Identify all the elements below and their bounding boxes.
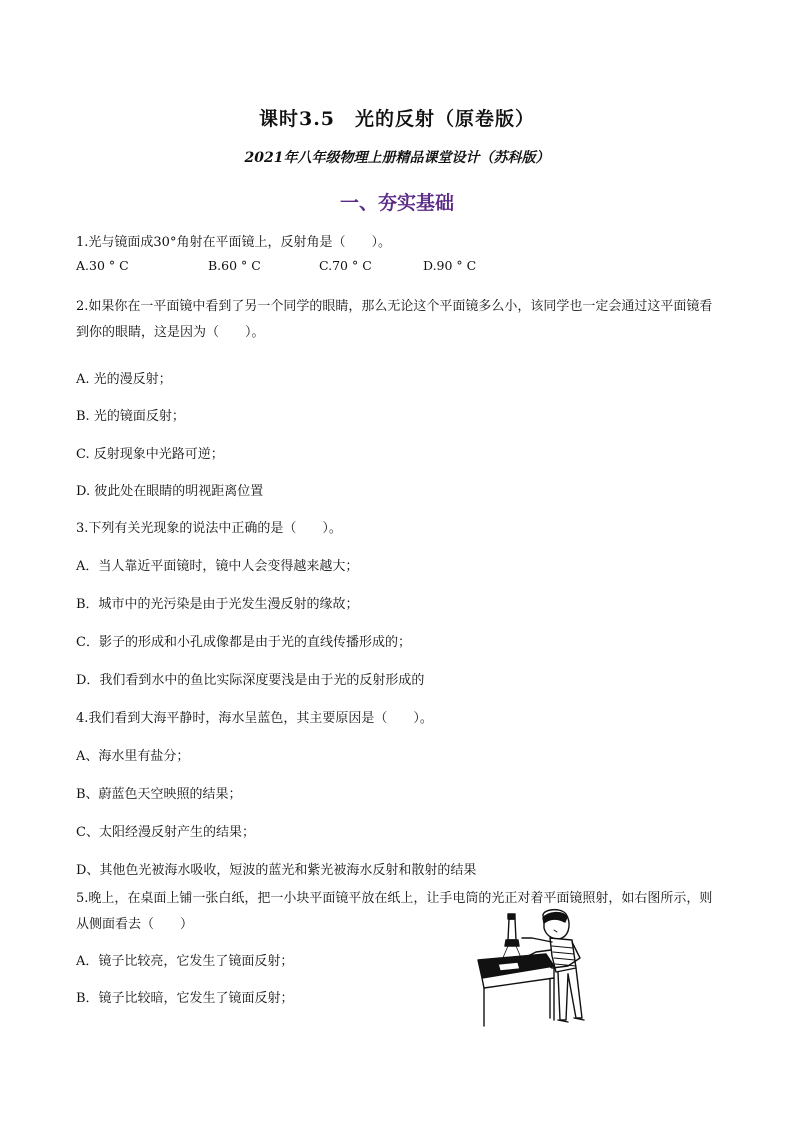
section-heading: 一、夯实基础	[339, 192, 454, 214]
question-1-stem: 1.光与镜面成30°角射在平面镜上，反射角是（ ）。	[76, 235, 391, 250]
question-3-stem: 3.下列有关光现象的说法中正确的是（ ）。	[76, 521, 342, 536]
question-5-stem: 5.晚上，在桌面上铺一张白纸，把一小块平面镜平放在纸上，让手电筒的光正对着平面镜照射，如右图所示，则从侧面看去（ ）	[76, 891, 713, 932]
question-1-option-b: B.60 ° C	[208, 258, 261, 273]
question-2-option-b: B. 光的镜面反射；	[76, 409, 185, 424]
question-4-option-a: A、海水里有盐分；	[76, 749, 190, 764]
question-1-option-d: D.90 ° C	[423, 258, 477, 273]
question-2-stem: 2.如果你在一平面镜中看到了另一个同学的眼睛，那么无论这个平面镜多么小，该同学也一定会通过这平面镜看到你的眼睛，这是因为（ ）。	[76, 299, 713, 340]
question-4-option-b: B、蔚蓝色天空映照的结果；	[76, 787, 242, 802]
question-2-option-d: D. 彼此处在眼睛的明视距离位置	[76, 484, 264, 499]
question-1-options	[76, 258, 476, 273]
page-subtitle: 2021年八年级物理上册精品课堂设计（苏科版）	[244, 150, 550, 166]
question-3-option-d: D．我们看到水中的鱼比实际深度要浅是由于光的反射形成的	[76, 673, 425, 688]
question-4-option-c: C、太阳经漫反射产生的结果；	[76, 825, 255, 840]
question-4-option-d: D、其他色光被海水吸收，短波的蓝光和紫光被海水反射和散射的结果	[76, 863, 477, 878]
question-4-stem: 4.我们看到大海平静时，海水呈蓝色，其主要原因是（ ）。	[76, 711, 433, 726]
page-title: 课时3.5 光的反射（原卷版）	[258, 108, 536, 130]
boy-flashlight-mirror-illustration	[472, 908, 588, 1030]
question-5-option-a: A．镜子比较亮，它发生了镜面反射；	[76, 954, 294, 969]
question-5-option-b: B．镜子比较暗，它发生了镜面反射；	[76, 991, 294, 1006]
question-1-option-a: A.30 ° C	[76, 258, 129, 273]
question-3-option-c: C．影子的形成和小孔成像都是由于光的直线传播形成的；	[76, 635, 411, 650]
question-2-option-a: A. 光的漫反射；	[76, 372, 172, 387]
question-2-option-c: C. 反射现象中光路可逆；	[76, 447, 224, 462]
question-3-option-b: B．城市中的光污染是由于光发生漫反射的缘故；	[76, 597, 359, 612]
question-3-option-a: A．当人靠近平面镜时，镜中人会变得越来越大；	[76, 559, 359, 574]
question-1-option-c: C.70 ° C	[319, 258, 372, 273]
